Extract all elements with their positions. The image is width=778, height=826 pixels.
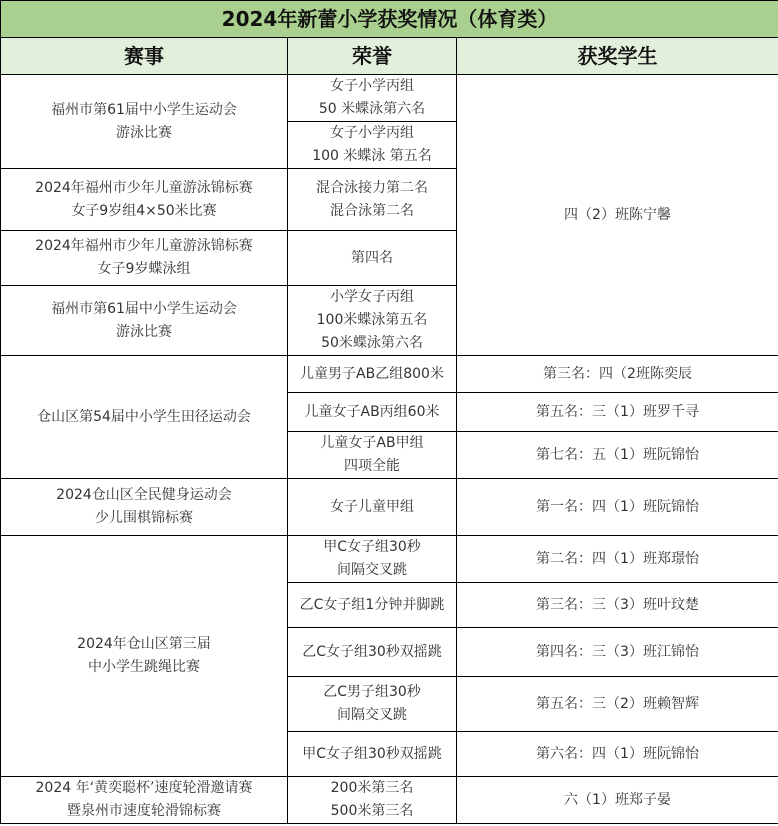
event-cell: 福州市第61届中小学生运动会 游泳比赛 bbox=[1, 75, 288, 169]
honor-cell: 混合泳接力第二名 混合泳第二名 bbox=[288, 169, 457, 231]
table-row bbox=[1, 75, 778, 122]
student-cell: 第七名：五（1）班阮锦怡 bbox=[457, 432, 778, 479]
event-cell: 仓山区第54届中小学生田径运动会 bbox=[1, 356, 288, 479]
honor-cell: 200米第三名 500米第三名 bbox=[288, 777, 457, 824]
honor-cell: 女子小学丙组 100 米蝶泳 第五名 bbox=[288, 122, 457, 169]
student-cell: 第五名：三（2）班赖智辉 bbox=[457, 677, 778, 732]
honor-cell: 乙C女子组30秒双摇跳 bbox=[288, 628, 457, 677]
honor-cell: 乙C女子组1分钟并脚跳 bbox=[288, 583, 457, 628]
honor-cell: 儿童女子AB丙组60米 bbox=[288, 393, 457, 432]
table-row bbox=[1, 356, 778, 393]
honor-cell: 小学女子丙组 100米蝶泳第五名 50米蝶泳第六名 bbox=[288, 286, 457, 356]
header-student: 获奖学生 bbox=[457, 38, 778, 75]
event-cell: 福州市第61届中小学生运动会 游泳比赛 bbox=[1, 286, 288, 356]
header-honor: 荣誉 bbox=[288, 38, 457, 75]
honor-cell: 儿童女子AB甲组 四项全能 bbox=[288, 432, 457, 479]
honor-cell: 女子小学丙组 50 米蝶泳第六名 bbox=[288, 75, 457, 122]
student-cell: 第三名：三（3）班叶玟楚 bbox=[457, 583, 778, 628]
honor-cell: 女子儿童甲组 bbox=[288, 479, 457, 536]
header-row bbox=[1, 38, 778, 75]
event-cell: 2024仓山区全民健身运动会 少儿围棋锦标赛 bbox=[1, 479, 288, 536]
event-cell: 2024年福州市少年儿童游泳锦标赛 女子9岁组4×50米比赛 bbox=[1, 169, 288, 231]
table-row bbox=[1, 479, 778, 536]
student-cell: 第六名：四（1）班阮锦怡 bbox=[457, 732, 778, 777]
event-cell: 2024年仓山区第三届 中小学生跳绳比赛 bbox=[1, 536, 288, 777]
title-row bbox=[1, 1, 778, 38]
student-cell: 第五名：三（1）班罗千寻 bbox=[457, 393, 778, 432]
student-cell: 六（1）班郑子晏 bbox=[457, 777, 778, 824]
header-event: 赛事 bbox=[1, 38, 288, 75]
table-row bbox=[1, 536, 778, 583]
honor-cell: 乙C男子组30秒 间隔交叉跳 bbox=[288, 677, 457, 732]
student-cell: 第四名：三（3）班江锦怡 bbox=[457, 628, 778, 677]
honor-cell: 甲C女子组30秒双摇跳 bbox=[288, 732, 457, 777]
student-cell: 第二名：四（1）班郑璟怡 bbox=[457, 536, 778, 583]
event-cell: 2024 年‘黄奕聪杯’速度轮滑邀请赛 暨泉州市速度轮滑锦标赛 bbox=[1, 777, 288, 824]
student-cell: 第三名：四（2班陈奕辰 bbox=[457, 356, 778, 393]
table-title: 2024年新蕾小学获奖情况（体育类） bbox=[1, 1, 778, 38]
honor-cell: 第四名 bbox=[288, 231, 457, 286]
event-cell: 2024年福州市少年儿童游泳锦标赛 女子9岁蝶泳组 bbox=[1, 231, 288, 286]
student-cell: 第一名：四（1）班阮锦怡 bbox=[457, 479, 778, 536]
student-cell: 四（2）班陈宁馨 bbox=[457, 75, 778, 356]
table-row bbox=[1, 777, 778, 824]
honor-cell: 儿童男子AB乙组800米 bbox=[288, 356, 457, 393]
honor-cell: 甲C女子组30秒 间隔交叉跳 bbox=[288, 536, 457, 583]
